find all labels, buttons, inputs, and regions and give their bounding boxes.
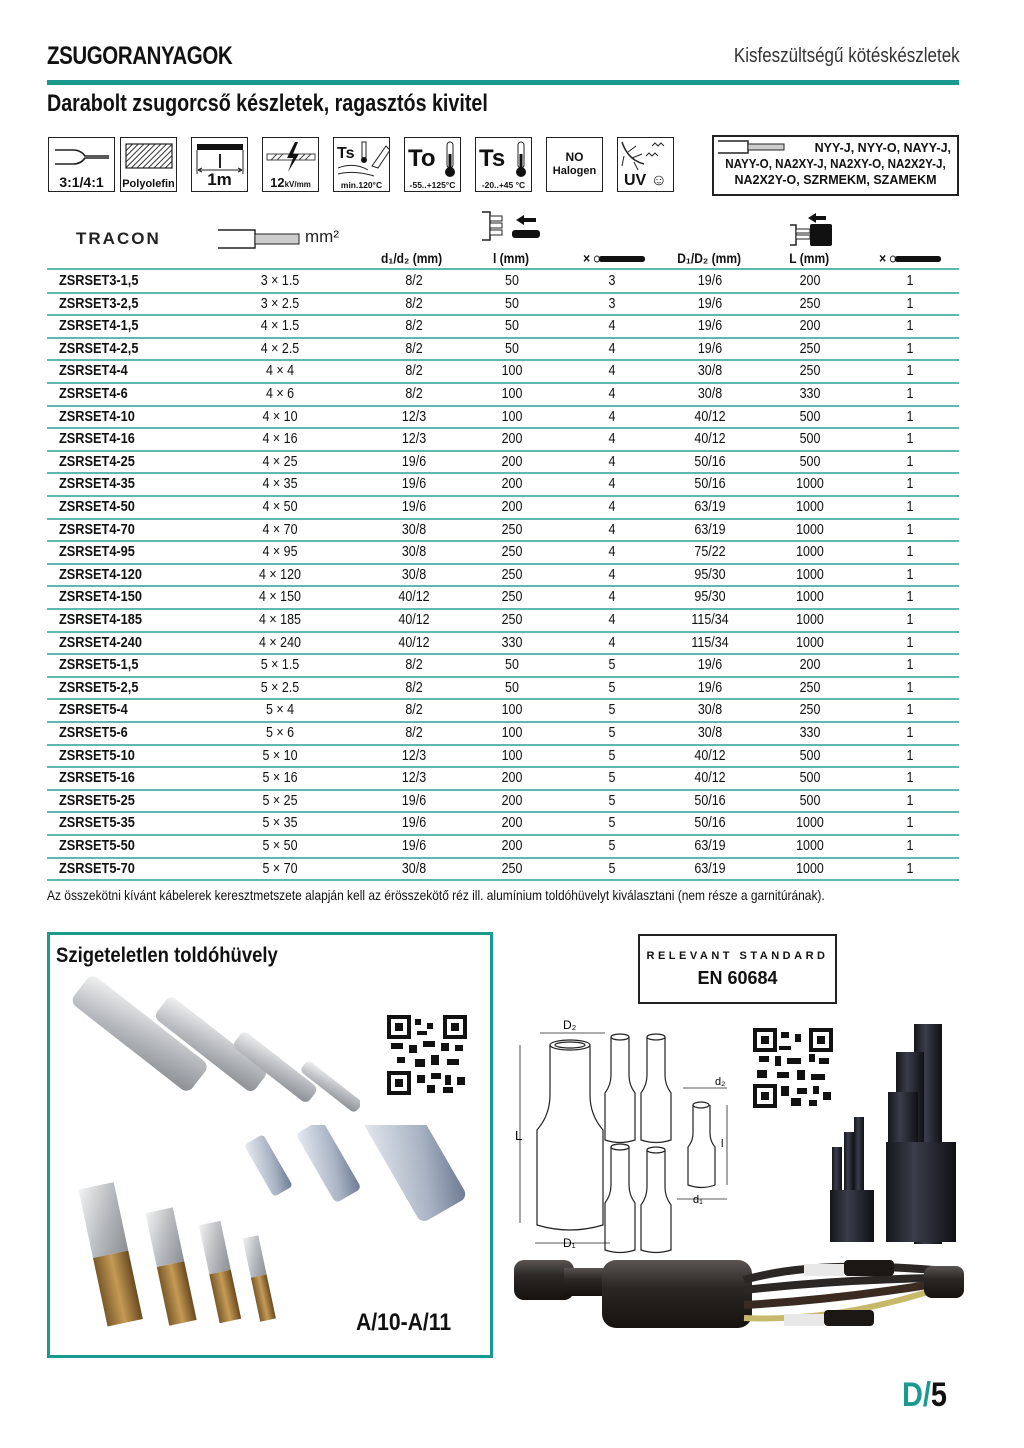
feature-storage-temperature: Ts -20..+45 °C <box>475 137 532 192</box>
product-code: ZSRSET4-95 <box>59 544 135 561</box>
product-code: ZSRSET5-50 <box>59 838 135 854</box>
product-code: ZSRSET4-120 <box>59 566 142 583</box>
table-cell: 4 × 70 <box>262 521 298 538</box>
table-cell: 200 <box>501 453 523 470</box>
feature-no-halogen <box>546 137 603 192</box>
table-cell: 50 <box>505 340 519 357</box>
table-cell: 8/2 <box>405 340 423 357</box>
table-cell: 40/12 <box>398 634 430 651</box>
heat-shrink-tubes-image <box>828 1022 963 1247</box>
table-cell: 30/8 <box>401 566 427 583</box>
header-divider <box>47 80 959 85</box>
table-cell: 1 <box>906 702 914 719</box>
table-row <box>47 812 959 835</box>
table-cell: 4 <box>608 566 616 583</box>
product-code: ZSRSET4-240 <box>59 634 142 651</box>
label-d2: d₂ <box>715 1076 726 1088</box>
table-cell: 12/3 <box>401 408 427 425</box>
table-cell: 95/30 <box>694 566 726 583</box>
table-cell: 5 × 70 <box>262 860 298 877</box>
feature-length: 1m <box>191 137 248 192</box>
table-cell: 30/8 <box>401 544 427 561</box>
table-cell: 3 <box>608 273 616 289</box>
table-cell: 1 <box>906 815 914 832</box>
table-cell: 40/12 <box>398 589 430 606</box>
category-label: Kisfeszültségű kötéskészletek <box>734 45 960 67</box>
table-cell: 1 <box>906 431 914 448</box>
table-cell: 250 <box>501 521 523 538</box>
table-cell: 1 <box>906 521 914 538</box>
table-cell: 1000 <box>796 860 824 877</box>
feature-operating-temperature: To -55..+125°C <box>404 137 461 192</box>
table-row <box>47 519 959 542</box>
table-cell: 1 <box>906 476 914 493</box>
table-row <box>47 270 959 293</box>
table-row <box>47 767 959 790</box>
table-cell: 40/12 <box>398 612 430 628</box>
feature-dielectric: 12kV/mm <box>262 137 319 192</box>
table-cell: 63/19 <box>694 838 726 854</box>
table-cell: 12/3 <box>401 770 427 787</box>
table-cell: 19/6 <box>401 476 427 493</box>
table-cell: 19/6 <box>697 340 723 357</box>
table-cell: 19/6 <box>401 792 427 809</box>
label-D1: D₁ <box>563 1236 576 1250</box>
table-cell: 5 × 1.5 <box>260 657 300 674</box>
table-row <box>47 745 959 768</box>
product-code: ZSRSET4-150 <box>59 589 142 606</box>
page-number: D/5 <box>902 1376 947 1414</box>
relevant-standard-box <box>638 934 837 1004</box>
table-row <box>47 496 959 519</box>
table-cell: 1 <box>906 453 914 470</box>
table-cell: 4 <box>608 318 616 335</box>
table-cell: 12/3 <box>401 747 427 764</box>
table-cell: 5 <box>608 725 616 741</box>
table-cell: 3 × 2.5 <box>260 295 300 312</box>
table-cell: 200 <box>501 792 523 809</box>
label-L: L <box>515 1128 523 1143</box>
table-cell: 8/2 <box>405 363 423 380</box>
aluminium-sleeves-image <box>60 975 360 1115</box>
table-cell: 500 <box>799 453 821 470</box>
table-cell: 200 <box>799 273 821 289</box>
table-cell: 50 <box>505 273 519 289</box>
table-cell: 4 × 120 <box>259 566 301 583</box>
table-cell: 40/12 <box>694 747 726 764</box>
table-cell: 1000 <box>796 612 824 628</box>
tube-qty-icon <box>594 254 647 264</box>
table-cell: 5 × 2.5 <box>260 679 300 696</box>
table-cell: 50/16 <box>694 815 726 832</box>
label-l: l <box>721 1138 724 1150</box>
table-cell: 1 <box>906 295 914 312</box>
table-cell: 1 <box>906 340 914 357</box>
table-cell: 8/2 <box>405 318 423 335</box>
table-cell: 330 <box>799 386 821 402</box>
table-cell: 30/8 <box>697 363 723 380</box>
table-cell: 1 <box>906 657 914 674</box>
table-cell: 500 <box>799 792 821 809</box>
table-cell: 4 <box>608 453 616 470</box>
table-cell: 5 × 6 <box>265 725 295 741</box>
table-cell: 1000 <box>796 499 824 515</box>
cable-joint-image <box>514 1250 964 1345</box>
table-cell: 8/2 <box>405 295 423 312</box>
table-cell: 50 <box>505 657 519 674</box>
table-cell: 50 <box>505 318 519 335</box>
feature-material: Polyolefin <box>120 137 177 192</box>
table-cell: 1000 <box>796 589 824 606</box>
table-cell: 250 <box>799 702 821 719</box>
standard-label: RELEVANT STANDARD <box>646 950 829 962</box>
table-cell: 200 <box>501 770 523 787</box>
product-code: ZSRSET5-35 <box>59 815 135 832</box>
table-cell: 19/6 <box>697 273 723 289</box>
table-cell: 4 × 2.5 <box>260 340 300 357</box>
product-code: ZSRSET4-1,5 <box>59 318 139 335</box>
product-code: ZSRSET5-25 <box>59 792 135 809</box>
table-cell: 30/8 <box>401 860 427 877</box>
table-cell: 200 <box>799 657 821 674</box>
table-cell: 40/12 <box>694 408 726 425</box>
feature-shrink-ratio: 3:1/4:1 <box>48 137 115 192</box>
col-header-small-diameter: d₁/d₂ (mm) <box>380 250 443 266</box>
col-header-large-length: L (mm) <box>789 250 830 266</box>
table-row <box>47 835 959 858</box>
product-code: ZSRSET4-4 <box>59 363 128 380</box>
table-cell: 4 × 185 <box>259 612 301 628</box>
table-cell: 4 × 240 <box>259 634 301 651</box>
table-cell: 63/19 <box>694 521 726 538</box>
table-cell: 4 <box>608 476 616 493</box>
table-cell: 5 × 4 <box>265 702 295 719</box>
table-cell: 4 <box>608 612 616 628</box>
col-header-small-length: l (mm) <box>492 250 530 266</box>
table-cell: 5 × 35 <box>262 815 298 832</box>
section-title: ZSUGORANYAGOK <box>47 42 233 70</box>
tracon-logo: TRACON <box>76 229 161 248</box>
cable-icon <box>718 140 788 154</box>
table-cell: 500 <box>799 747 821 764</box>
table-cell: 1000 <box>796 544 824 561</box>
product-code: ZSRSET4-35 <box>59 476 135 493</box>
compatible-cable-types: NYY-J, NYY-O, NAYY-J, NAYY-O, NA2XY-J, NA2XY-O, NA2X2Y-J, NA2X2Y-O, SZRMEKM, SZAMEKM <box>712 135 959 196</box>
table-cell: 5 <box>608 770 616 787</box>
table-cell: 4 <box>608 544 616 561</box>
table-row <box>47 858 959 881</box>
table-cell: 1 <box>906 770 914 787</box>
table-cell: 4 <box>608 363 616 380</box>
product-code: ZSRSET4-16 <box>59 431 135 448</box>
table-cell: 5 × 25 <box>262 792 298 809</box>
table-cell: 115/34 <box>691 612 729 628</box>
table-cell: 1 <box>906 544 914 561</box>
table-cell: 8/2 <box>405 657 423 674</box>
table-cell: 8/2 <box>405 386 423 402</box>
table-cell: 3 × 1.5 <box>260 273 300 289</box>
table-cell: 4 <box>608 521 616 538</box>
table-cell: 4 × 95 <box>262 544 298 561</box>
table-row <box>47 451 959 474</box>
table-cell: 1 <box>906 566 914 583</box>
table-cell: 250 <box>501 544 523 561</box>
table-cell: 40/12 <box>694 431 726 448</box>
table-cell: 5 <box>608 702 616 719</box>
table-cell: 100 <box>501 725 523 741</box>
table-cell: 8/2 <box>405 679 423 696</box>
product-code: ZSRSET5-1,5 <box>59 657 139 674</box>
sleeve-product-code: A/10-A/11 <box>356 1309 452 1336</box>
table-cell: 5 <box>608 747 616 764</box>
product-code: ZSRSET4-6 <box>59 386 128 402</box>
col-header-large-diameter: D₁/D₂ (mm) <box>677 250 742 266</box>
product-code: ZSRSET4-50 <box>59 499 135 515</box>
table-cell: 4 × 35 <box>262 476 298 493</box>
table-cell: 4 <box>608 634 616 651</box>
table-cell: 5 <box>608 657 616 674</box>
table-cell: 330 <box>501 634 523 651</box>
product-code: ZSRSET5-10 <box>59 747 135 764</box>
table-cell: 500 <box>799 770 821 787</box>
standard-value: EN 60684 <box>697 968 778 988</box>
large-sleeve-icon <box>788 211 838 247</box>
table-row <box>47 564 959 587</box>
table-cell: 100 <box>501 408 523 425</box>
table-cell: 40/12 <box>694 770 726 787</box>
table-cell: 250 <box>799 340 821 357</box>
table-cell: 50/16 <box>694 476 726 493</box>
product-code: ZSRSET4-25 <box>59 453 135 470</box>
table-cell: 19/6 <box>401 499 427 515</box>
table-cell: 500 <box>799 408 821 425</box>
table-cell: 19/6 <box>697 295 723 312</box>
product-code: ZSRSET4-10 <box>59 408 135 425</box>
footnote: Az összekötni kívánt kábelerek keresztmetszete alapján kell az érösszekötő réz ill. alumínium toldóhüvelyt kiválasztani (nem része a garnitúrának). <box>47 887 825 903</box>
sleeve-panel <box>47 932 493 1358</box>
table-cell: 19/6 <box>401 815 427 832</box>
table-row <box>47 699 959 722</box>
table-cell: 200 <box>501 815 523 832</box>
table-cell: 5 <box>608 792 616 809</box>
tube-qty-icon <box>890 254 943 264</box>
table-cell: 1 <box>906 792 914 809</box>
table-cell: 75/22 <box>694 544 726 561</box>
table-cell: 50 <box>505 679 519 696</box>
table-cell: 4 <box>608 408 616 425</box>
table-cell: 1 <box>906 273 914 289</box>
table-cell: 95/30 <box>694 589 726 606</box>
table-cell: 63/19 <box>694 499 726 515</box>
table-cell: 19/6 <box>401 838 427 854</box>
table-row <box>47 315 959 338</box>
table-cell: 12/3 <box>401 431 427 448</box>
table-cell: 200 <box>501 431 523 448</box>
table-cell: 4 × 4 <box>265 363 295 380</box>
table-cell: 115/34 <box>691 634 729 651</box>
table-cell: 1 <box>906 408 914 425</box>
table-cell: 5 × 10 <box>262 747 298 764</box>
table-cell: 5 <box>608 679 616 696</box>
table-cell: 5 × 16 <box>262 770 298 787</box>
table-cell: 100 <box>501 702 523 719</box>
table-row <box>47 722 959 745</box>
table-cell: 500 <box>799 431 821 448</box>
table-cell: 1000 <box>796 476 824 493</box>
cable-cross-section-icon <box>217 228 302 250</box>
feature-shrink-temperature: Ts min.120°C <box>333 137 390 192</box>
table-row <box>47 632 959 655</box>
table-cell: 250 <box>501 589 523 606</box>
table-cell: 19/6 <box>697 318 723 335</box>
table-cell: 250 <box>501 860 523 877</box>
table-cell: 5 × 50 <box>262 838 298 854</box>
table-cell: 4 <box>608 340 616 357</box>
table-cell: 1000 <box>796 815 824 832</box>
product-code: ZSRSET4-2,5 <box>59 340 139 357</box>
product-code: ZSRSET5-6 <box>59 725 128 741</box>
table-cell: 4 × 1.5 <box>260 318 300 335</box>
table-cell: 1 <box>906 499 914 515</box>
table-cell: 100 <box>501 363 523 380</box>
table-row <box>47 609 959 632</box>
table-cell: 4 <box>608 431 616 448</box>
table-cell: 1 <box>906 860 914 877</box>
table-cell: 50 <box>505 295 519 312</box>
svg-text:Ts: Ts <box>337 145 355 162</box>
table-cell: 1 <box>906 747 914 764</box>
table-cell: 1 <box>906 634 914 651</box>
table-cell: 19/6 <box>401 453 427 470</box>
product-code: ZSRSET5-4 <box>59 702 128 719</box>
feature-uv: UV ☺ <box>617 137 674 192</box>
table-cell: 1 <box>906 838 914 854</box>
table-cell: 1 <box>906 363 914 380</box>
table-row <box>47 428 959 451</box>
table-cell: 5 <box>608 860 616 877</box>
table-row <box>47 383 959 406</box>
table-cell: 63/19 <box>694 860 726 877</box>
table-cell: 250 <box>799 679 821 696</box>
product-code: ZSRSET3-2,5 <box>59 295 139 312</box>
qr-code-icon[interactable] <box>387 1015 467 1095</box>
table-row <box>47 406 959 429</box>
svg-text:Ts: Ts <box>479 145 506 172</box>
table-cell: 1000 <box>796 634 824 651</box>
product-code: ZSRSET5-2,5 <box>59 679 139 696</box>
table-cell: 4 × 150 <box>259 589 301 606</box>
table-cell: 4 × 10 <box>262 408 298 425</box>
page-heading: Darabolt zsugorcső készletek, ragasztós kivitel <box>47 90 488 117</box>
table-cell: 250 <box>799 295 821 312</box>
table-cell: 1 <box>906 386 914 402</box>
table-cell: 1 <box>906 589 914 606</box>
table-cell: 1 <box>906 725 914 741</box>
table-cell: 5 <box>608 838 616 854</box>
small-sleeve-icon <box>480 211 548 241</box>
table-cell: 30/8 <box>697 386 723 402</box>
table-cell: 250 <box>501 566 523 583</box>
table-row <box>47 293 959 316</box>
table-cell: 100 <box>501 747 523 764</box>
table-cell: 200 <box>501 838 523 854</box>
table-cell: 200 <box>501 499 523 515</box>
table-cell: 19/6 <box>697 679 723 696</box>
table-cell: 1000 <box>796 838 824 854</box>
col-header-large-qty: × <box>879 250 943 266</box>
table-cell: 4 × 25 <box>262 453 298 470</box>
product-code: ZSRSET5-70 <box>59 860 135 877</box>
qr-code-icon[interactable] <box>753 1028 833 1108</box>
table-cell: 1 <box>906 679 914 696</box>
table-cell: 4 <box>608 589 616 606</box>
sleeve-dimension-diagram <box>515 1015 745 1255</box>
table-cell: 3 <box>608 295 616 312</box>
table-cell: 19/6 <box>697 657 723 674</box>
table-cell: 50/16 <box>694 792 726 809</box>
table-row <box>47 790 959 813</box>
table-row <box>47 473 959 496</box>
table-cell: 8/2 <box>405 725 423 741</box>
row-divider <box>47 879 959 881</box>
sleeve-panel-title: Szigeteletlen toldóhüvely <box>56 944 278 967</box>
table-cell: 4 × 50 <box>262 499 298 515</box>
table-cell: 250 <box>501 612 523 628</box>
table-cell: 30/8 <box>697 725 723 741</box>
table-cell: 4 × 16 <box>262 431 298 448</box>
table-cell: 330 <box>799 725 821 741</box>
product-code: ZSRSET4-185 <box>59 612 142 628</box>
table-cell: 1000 <box>796 566 824 583</box>
table-cell: 200 <box>501 476 523 493</box>
table-cell: 1 <box>906 318 914 335</box>
table-cell: 30/8 <box>697 702 723 719</box>
cross-section-unit: mm² <box>305 227 339 246</box>
table-cell: 8/2 <box>405 273 423 289</box>
table-row <box>47 338 959 361</box>
table-cell: 8/2 <box>405 702 423 719</box>
label-D2: D₂ <box>563 1018 577 1032</box>
col-header-small-qty: × <box>583 250 647 266</box>
table-cell: 250 <box>799 363 821 380</box>
table-cell: 1000 <box>796 521 824 538</box>
table-cell: 50/16 <box>694 453 726 470</box>
svg-text:To: To <box>408 145 436 172</box>
table-cell: 30/8 <box>401 521 427 538</box>
no-halogen-icon: NO Halogen <box>552 150 597 177</box>
table-cell: 4 <box>608 386 616 402</box>
table-cell: 1 <box>906 612 914 628</box>
table-row <box>47 654 959 677</box>
table-cell: 4 <box>608 499 616 515</box>
table-cell: 200 <box>799 318 821 335</box>
product-code: ZSRSET5-16 <box>59 770 135 787</box>
table-row <box>47 677 959 700</box>
table-cell: 5 <box>608 815 616 832</box>
table-cell: 4 × 6 <box>265 386 295 402</box>
table-cell: 100 <box>501 386 523 402</box>
table-row <box>47 586 959 609</box>
label-d1: d₁ <box>693 1194 703 1206</box>
product-code: ZSRSET4-70 <box>59 521 135 538</box>
product-code: ZSRSET3-1,5 <box>59 273 139 289</box>
table-row <box>47 360 959 383</box>
table-row <box>47 541 959 564</box>
